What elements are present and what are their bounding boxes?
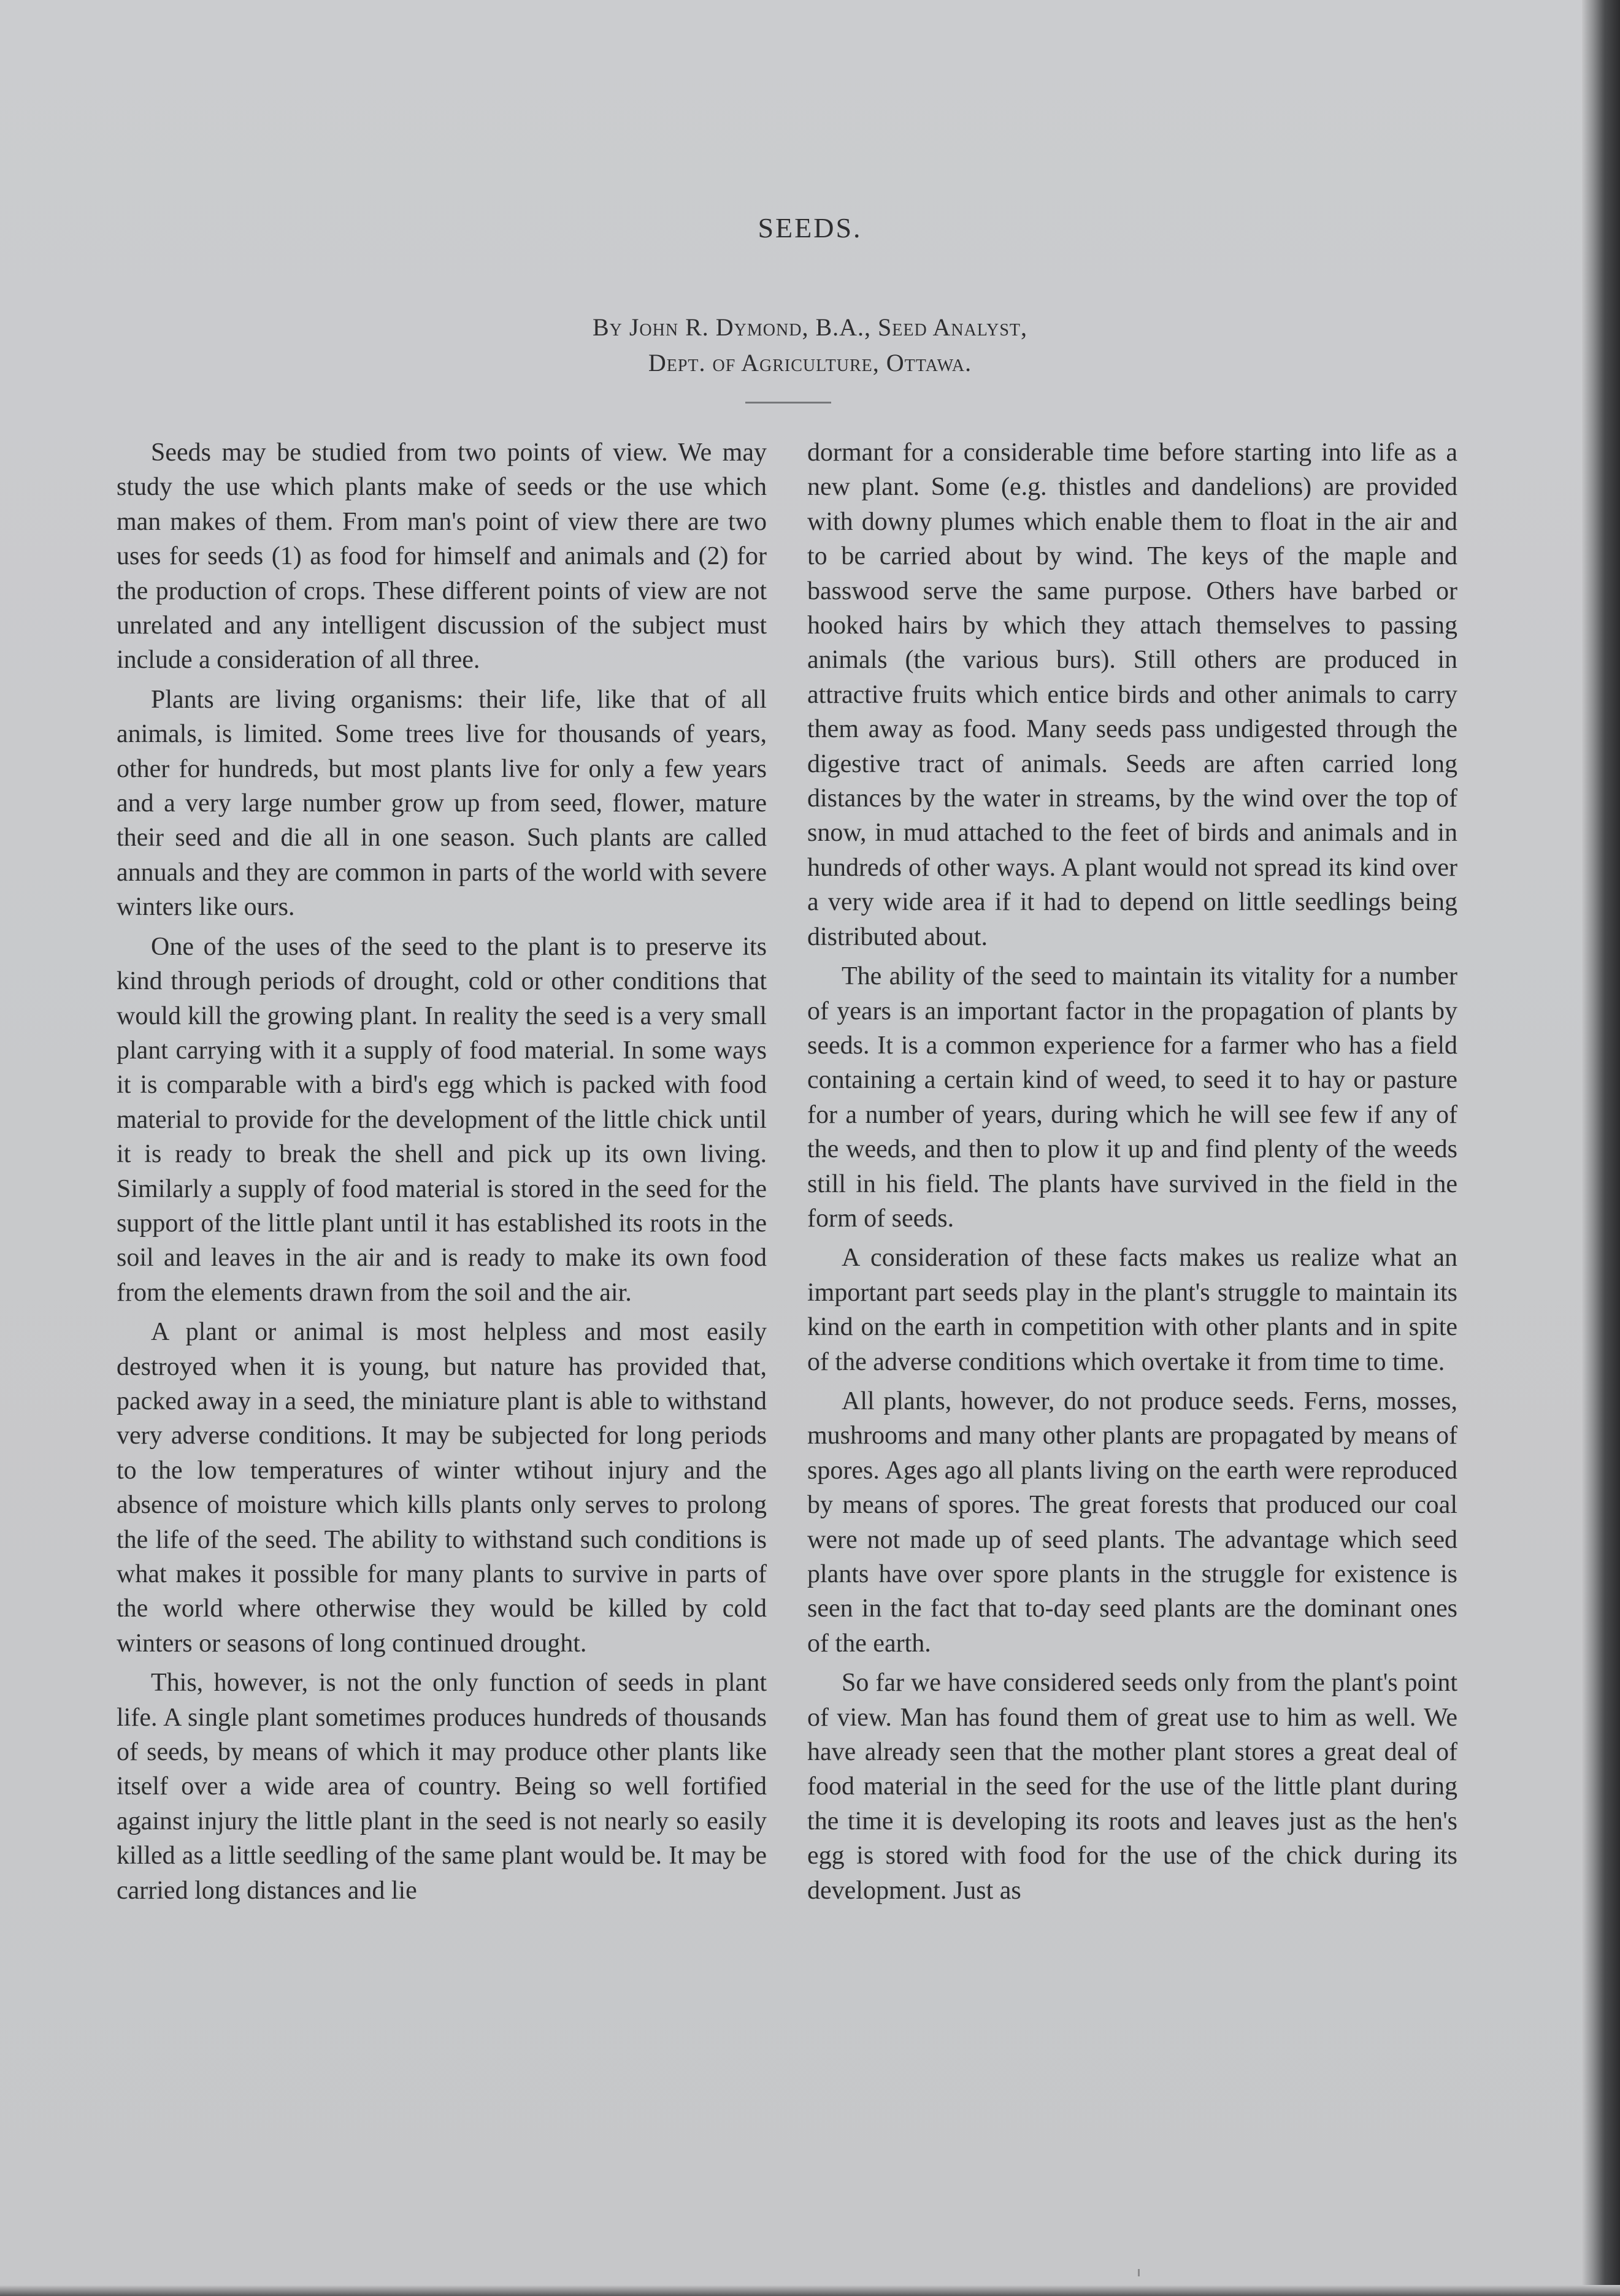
right-column [807,435,1457,1913]
paragraph: The ability of the seed to maintain its vitality for a number of years is an important factor in the propagation of plants by seeds. It is a common experience for a farmer who has a field containing a certain kind of weed, to seed it to hay or pasture for a number of years, during which he will see few if any of the weeds, and then to plow it up and find plenty of the weeds still in his field. The plants have survived in the field in the form of seeds. [807,962,1457,1233]
left-column [117,435,767,1913]
paragraph: Seeds may be studied from two points of view. We may study the use which plants make of seeds or the use which man makes of them. From man's point of view there are two uses for seeds (1) as food for himself and animals and (2) for the production of crops. These different points of view are not unrelated and any intelligent discussion of the subject must include a consideration of all three. [117,438,767,675]
byline-author: By John R. Dymond, B.A., Seed Analyst, [592,313,1028,341]
paragraph: A plant or animal is most helpless and most easily destroyed when it is young, but nature has provided that, packed away in a seed, the miniature plant is able to withstand very adverse conditions. It may be subjected for long periods to the low temperatures of winter wtihout injury and the absence of moisture which kills plants only serves to prolong the life of the seed. The ability to withstand such conditions is what makes it possible for many plants to survive in parts of the world where otherwise they would be killed by cold winters or seasons of long continued drought. [117,1318,767,1658]
article-title: SEEDS. [758,212,862,243]
paragraph: So far we have considered seeds only from the plant's point of view. Man has found them of great use to him as well. We have already seen that the mother plant stores a great deal of food material in the seed for the use of the little plant during the time it is developing its roots and leaves just as the hen's egg is stored with food for the use of the chick during its development. Just as [807,1669,1457,1905]
paragraph: One of the uses of the seed to the plant is to preserve its kind through periods of drought, cold or other conditions that would kill the growing plant. In reality the seed is a very small plant carrying with it a supply of food material. In some ways it is comparable with a bird's egg which is packed with food material to provide for the development of the little chick until it is ready to break the shell and pick up its own living. Similarly a supply of food material is stored in the seed for the support of the little plant until it has established its roots in the soil and leaves in the air and is ready to make its own food from the elements drawn from the soil and the air. [117,932,767,1307]
page-edge-shadow-right [1582,0,1620,2296]
byline [0,310,1620,381]
paragraph-continued: dormant for a considerable time before starting into life as a new plant. Some (e.g. thistles and dandelions) are provided with downy plumes which enable them to float in the air and to be carried about by wind. The keys of the maple and basswood serve the same purpose. Others have barbed or hooked hairs by which they attach themselves to passing animals (the various burs). Still others are produced in attractive fruits which entice birds and other animals to carry them away as food. Many seeds pass undigested through the digestive tract of animals. Seeds are aften carried long distances by the water in streams, by the wind over the top of snow, in mud attached to the feet of birds and animals and in hundreds of other ways. A plant would not spread its kind over a very wide area if it had to depend on little seedlings being distributed about. [807,438,1457,951]
title-divider [745,402,831,404]
scan-speck [1138,2269,1140,2276]
byline-affiliation: Dept. of Agriculture, Ottawa. [648,349,972,377]
paragraph: This, however, is not the only function of seeds in plant life. A single plant sometimes produces hundreds of thousands of seeds, by means of which it may produce other plants like itself over a wide area of country. Being so well fortified against injury the little plant in the seed is not nearly so easily killed as a little seedling of the same plant would be. It may be carried long distances and lie [117,1669,767,1905]
paragraph: Plants are living organisms: their life, like that of all animals, is limited. Some trees live for thousands of years, other for hundreds, but most plants live for only a few years and a very large number grow up from seed, flower, mature their seed and die all in one season. Such plants are called annuals and they are common in parts of the world with severe winters like ours. [117,685,767,922]
page-edge-shadow-bottom [0,2285,1620,2296]
paragraph: A consideration of these facts makes us realize what an important part seeds play in the plant's struggle to maintain its kind on the earth in competition with other plants and in spite of the adverse conditions which overtake it from time to time. [807,1244,1457,1376]
paragraph: All plants, however, do not produce seeds. Ferns, mosses, mushrooms and many other plants are propagated by means of spores. Ages ago all plants living on the earth were reproduced by means of spores. The great forests that produced our coal were not made up of seed plants. The advantage which seed plants have over spore plants in the struggle for existence is seen in the fact that to-day seed plants are the dominant ones of the earth. [807,1387,1457,1658]
